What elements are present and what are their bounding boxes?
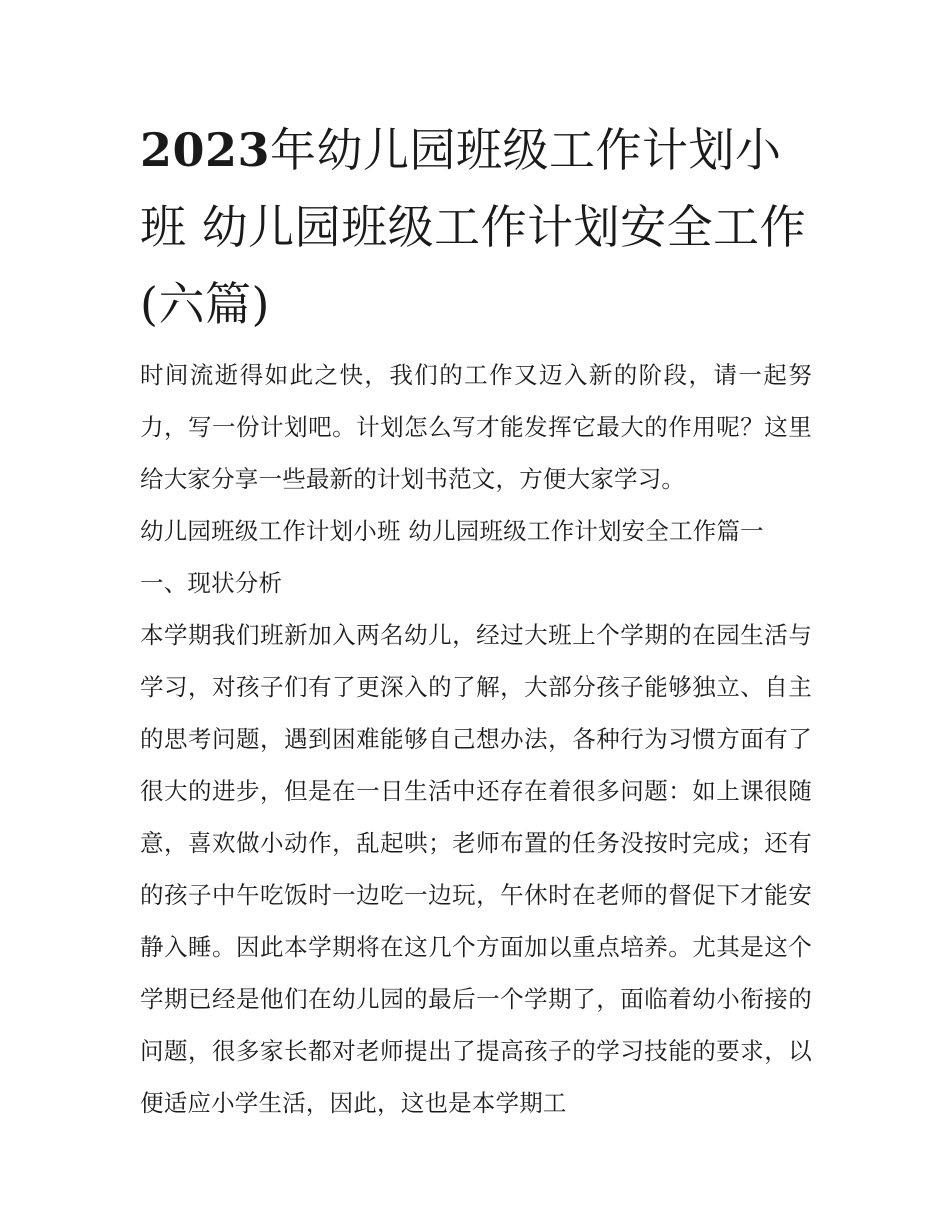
body-paragraph: 本学期我们班新加入两名幼儿，经过大班上个学期的在园生活与学习，对孩子们有了更深入的了解，大部分孩子能够独立、自主的思考问题，遇到困难能够自己想办法，各种行为习惯方面有了很大的进步，但是在一日生活中还存在着很多问题：如上课很随意，喜欢做小动作，乱起哄；老师布置的任务没按时完成；还有的孩子中午吃饭时一边吃一边玩，午休时在老师的督促下才能安静入睡。因此本学期将在这几个方面加以重点培养。尤其是这个学期已经是他们在幼儿园的最后一个学期了，面临着幼小衔接的问题，很多家长都对老师提出了提高孩子的学习技能的要求，以便适应小学生活，因此，这也是本学期工: [140, 621, 812, 1117]
document-page: [140, 112, 812, 1129]
title-year: 2023: [140, 123, 271, 177]
document-title: [140, 112, 812, 343]
subheading: 一、现状分析: [140, 569, 283, 597]
title-text: 年幼儿园班级工作计划小班 幼儿园班级工作计划安全工作(六篇): [140, 123, 807, 331]
intro-paragraph: 时间流逝得如此之快，我们的工作又迈入新的阶段，请一起努力，写一份计划吧。计划怎么写才能发挥它最大的作用呢？这里给大家分享一些最新的计划书范文，方便大家学习。: [140, 361, 812, 493]
section-heading: 幼儿园班级工作计划小班 幼儿园班级工作计划安全工作篇一: [140, 517, 764, 545]
